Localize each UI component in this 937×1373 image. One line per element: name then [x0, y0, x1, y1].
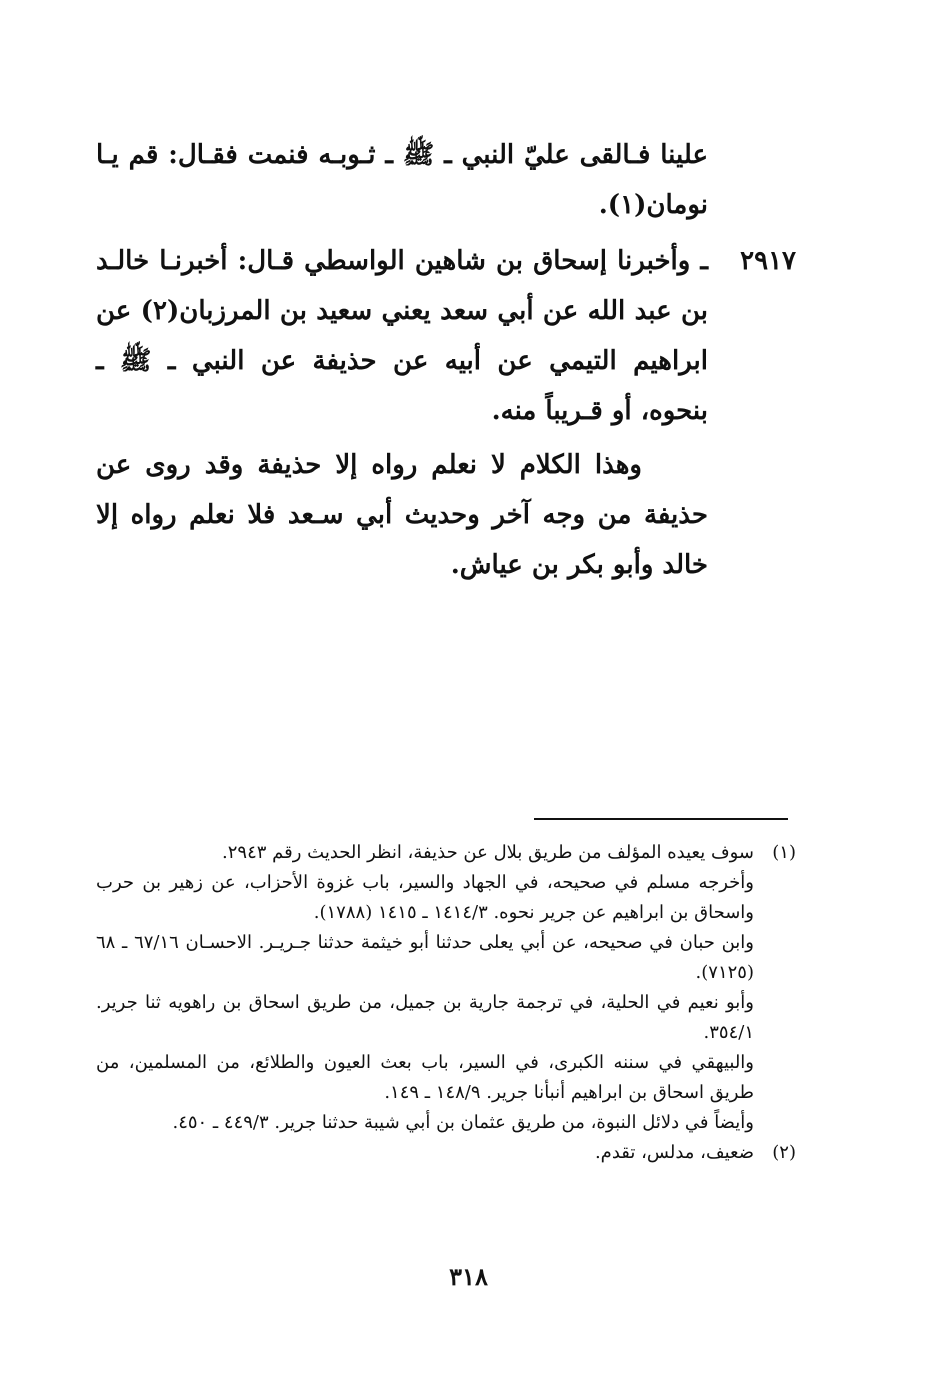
page-number: ٣١٨ [449, 1262, 488, 1291]
body-paragraph-3: وهذا الكلام لا نعلم رواه إلا حذيفة وقد روى عن حذيفة من وجه آخر وحديث أبي سـعد فلا نعلم رواه إلا خالد وأبو بكر بن عياش. [96, 450, 708, 580]
footnote-1-line-5: والبيهقي في سننه الكبرى، في السير، باب بعث العيون والطلائع، من المسلمين، من طريق اسحاق بن ابراهيم أنبأنا جرير. ١٤٨/٩ ـ ١٤٩. [96, 1052, 754, 1103]
footnote-1-line-3: وابن حبان في صحيحه، عن أبي يعلى حدثنا أبو خيثمة حدثنا جـريـر. الاحسـان ٦٧/١٦ ـ ٦٨ (٧١٢٥). [96, 932, 754, 983]
footnote-1-line-1: سوف يعيده المؤلف من طريق بلال عن حذيفة، انظر الحديث رقم ٢٩٤٣. [222, 842, 754, 863]
footnote-1 [96, 838, 796, 1138]
hadith-number: ٢٩١٧ [740, 246, 796, 276]
body-paragraph-2: ـ وأخبرنا إسحاق بن شاهين الواسطي قـال: أخبرنـا خالـد بن عبد الله عن أبي سعد يعني سعيد بن المرزبان(٢) عن ابراهيم التيمي عن أبيه عن حذيفة عن النبي ـ ﷺ ـ بنحوه، أو قـريباً منه. [96, 246, 708, 426]
footnote-2 [96, 1138, 796, 1168]
footnote-1-line-2: وأخرجه مسلم في صحيحه، في الجهاد والسير، باب غزوة الأحزاب، عن زهير بن حرب واسحاق بن ابراهيم عن جرير نحوه. ١٤١٤/٣ ـ ١٤١٥ (١٧٨٨). [96, 872, 754, 923]
footnotes [96, 838, 796, 1168]
body-paragraph-1: علينا فـالقى عليّ النبي ـ ﷺ ـ ثـوبـه فنمت فقـال: قم يـا نومان(١). [96, 140, 708, 220]
footnote-2-marker: (٢) [772, 1142, 796, 1163]
footnote-divider [534, 818, 788, 820]
footnote-2-line-1: ضعيف، مدلس، تقدم. [594, 1142, 754, 1163]
footnote-1-line-4: وأبو نعيم في الحلية، في ترجمة جارية بن جميل، من طريق اسحاق بن راهويه ثنا جرير. ٣٥٤/١. [96, 992, 754, 1043]
footnote-1-marker: (١) [772, 842, 796, 863]
footnote-1-line-6: وأيضاً في دلائل النبوة، من طريق عثمان بن أبي شيبة حدثنا جرير. ٤٤٩/٣ ـ ٤٥٠. [172, 1112, 754, 1133]
